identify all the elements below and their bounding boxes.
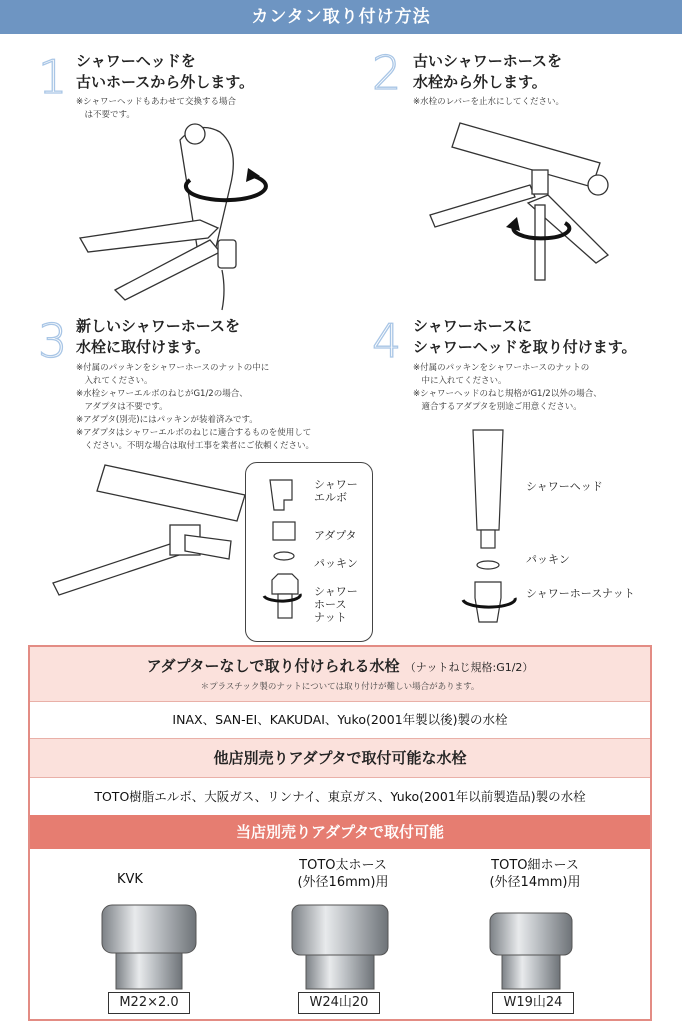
label-hose-nut: シャワーホースナット: [526, 587, 635, 600]
compatibility-panel: [28, 645, 652, 1021]
step-number: 1: [38, 50, 68, 104]
step-notes: ※水栓のレバーを止水にしてください。: [413, 97, 565, 107]
toto-thick-adapter-image: [292, 905, 388, 989]
no-adapter-title: アダプターなしで取り付けられる水栓: [146, 657, 400, 675]
parts-exploded-illustration: [258, 472, 308, 632]
label-packing: パッキン: [314, 557, 358, 570]
step-notes: ※付属のパッキンをシャワーホースのナットの中に 入れてください。 ※水栓シャワーエルボのねじがG1/2の場合、 アダプタは不要です。 ※アダプタ(別売)にはパッキンが装着済みです。 ※アダプタはシャワーエルボのねじに適合するものを使用して ください。不明な場合は取付工事を業者にご依頼ください。: [76, 363, 315, 451]
our-store-title: 当店別売りアダプタで取付可能: [30, 815, 650, 849]
no-adapter-brands: INAX、SAN-EI、KAKUDAI、Yuko(2001年製以後)製の水栓: [30, 702, 650, 738]
adapter-name: TOTO太ホース (外径16mm)用: [297, 858, 389, 890]
adapter-toto-thin: [450, 857, 620, 891]
step-title: 古いシャワーホースを 水栓から外します。: [413, 52, 562, 91]
adapter-name: TOTO細ホース (外径14mm)用: [489, 858, 581, 890]
attach-hose-illustration: [45, 455, 245, 605]
label-packing: パッキン: [526, 553, 570, 566]
other-store-brands: TOTO樹脂エルボ、大阪ガス、リンナイ、東京ガス、Yuko(2001年以前製造品)製の水栓: [30, 778, 650, 815]
step-notes: ※付属のパッキンをシャワーホースのナットの 中に入れてください。 ※シャワーヘッドのねじ規格がG1/2以外の場合、 適合するアダプタを別途ご用意ください。: [413, 363, 602, 412]
thread-spec: （ナットねじ規格:G1/2）: [404, 661, 534, 674]
adapter-code-toto-thin: W19山24: [492, 992, 574, 1014]
label-shower-elbow: シャワー エルボ: [314, 478, 358, 504]
step-title: シャワーホースに シャワーヘッドを取り付けます。: [413, 317, 637, 356]
adapter-kvk: [50, 863, 210, 888]
adapter-code-toto-thick: W24山20: [298, 992, 380, 1014]
step-title: 新しいシャワーホースを 水栓に取付けます。: [76, 317, 240, 356]
attach-head-illustration: [455, 420, 525, 630]
label-adapter: アダプタ: [314, 529, 357, 542]
no-adapter-header: [30, 647, 650, 701]
kvk-adapter-image: [102, 905, 196, 989]
step-number: 4: [372, 314, 402, 368]
adapter-code-kvk: M22×2.0: [108, 992, 190, 1014]
adapter-toto-thick: [258, 857, 428, 891]
step-number: 2: [372, 46, 402, 100]
remove-head-illustration: [70, 110, 310, 300]
other-store-title: 他店別売りアダプタで取付可能な水栓: [30, 739, 650, 777]
toto-thin-adapter-image: [490, 913, 572, 989]
label-hose-nut: シャワー ホース ナット: [314, 585, 358, 624]
page-header: カンタン取り付け方法: [0, 0, 682, 34]
label-shower-head: シャワーヘッド: [526, 480, 603, 493]
adapter-photos: [30, 895, 650, 995]
remove-hose-illustration: [420, 115, 620, 285]
step-title: シャワーヘッドを 古いホースから外します。: [76, 52, 255, 91]
step-notes: ※シャワーヘッドもあわせて交換する場合 は不要です。: [76, 97, 236, 120]
plastic-nut-note: ＊プラスチック製のナットについては取り付けが難しい場合があります。: [200, 682, 480, 692]
step-number: 3: [38, 314, 68, 368]
adapter-name: KVK: [117, 872, 143, 887]
